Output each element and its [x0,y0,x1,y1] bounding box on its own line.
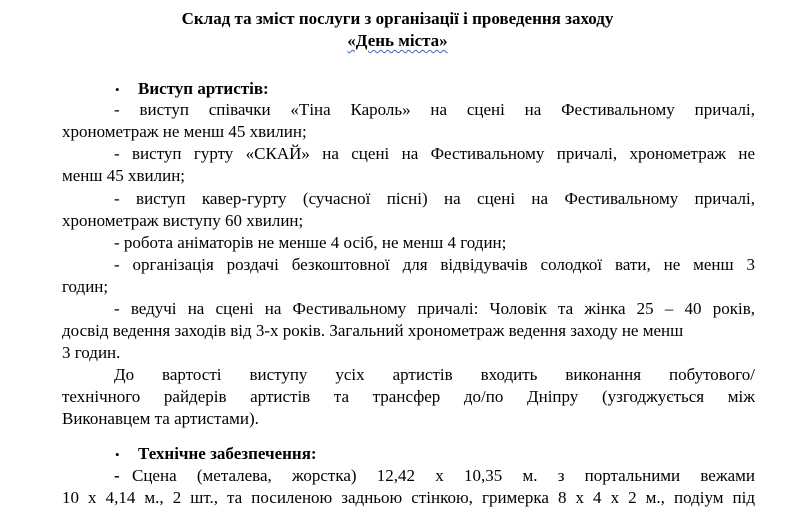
text-line: хронометраж виступу 60 хвилин; [62,211,304,230]
document-title-line2 [0,30,795,52]
text-line: Виконавцем та артистами). [62,409,259,428]
section-heading-performers: Виступ артистів: [138,79,269,98]
text-line: - виступ гурту «СКАЙ» на сцені на Фестивальному причалі, хронометраж не [114,144,755,163]
text-line: 3 годин. [62,343,121,362]
section-heading-technical: Технічне забезпечення: [138,444,317,463]
text-line: - організація роздачі безкоштовної для відвідувачів солодкої вати, не менш 3 [114,255,755,274]
bullet-icon: • [115,82,120,97]
text-line: - виступ кавер-гурту (сучасної пісні) на сцені на Фестивальному причалі, [114,189,755,208]
text-line: хронометраж не менш 45 хвилин; [62,122,307,141]
text-line: досвід ведення заходів від 3-х років. Загальний хронометраж ведення заходу не менш [62,321,684,340]
event-name: «День міста» [347,31,448,50]
text-line: менш 45 хвилин; [62,166,186,185]
text-line: - виступ співачки «Тіна Кароль» на сцені на Фестивальному причалі, [114,100,755,119]
bullet-icon: • [115,447,120,462]
text-line: технічного райдерів артистів та трансфер до/по Дніпру (узгоджується між [62,387,755,406]
text-line: - робота аніматорів не менше 4 осіб, не менш 4 годин; [114,233,507,252]
text-line: До вартості виступу усіх артистів входить виконання побутового/ [114,365,755,384]
text-line: годин; [62,277,109,296]
document-title-line1: Склад та зміст послуги з організації і проведення заходу [181,9,614,28]
text-line: Сцена (металева, жорстка) 12,42 х 10,35 м. з портальними вежами [132,466,755,485]
text-line: - ведучі на сцені на Фестивальному причалі: Чоловік та жінка 25 – 40 років, [114,299,755,318]
dash-marker: - [114,466,120,485]
text-line: 10 х 4,14 м., 2 шт., та посиленою задньою стінкою, гримерка 8 х 4 х 2 м., подіум під [62,488,755,507]
